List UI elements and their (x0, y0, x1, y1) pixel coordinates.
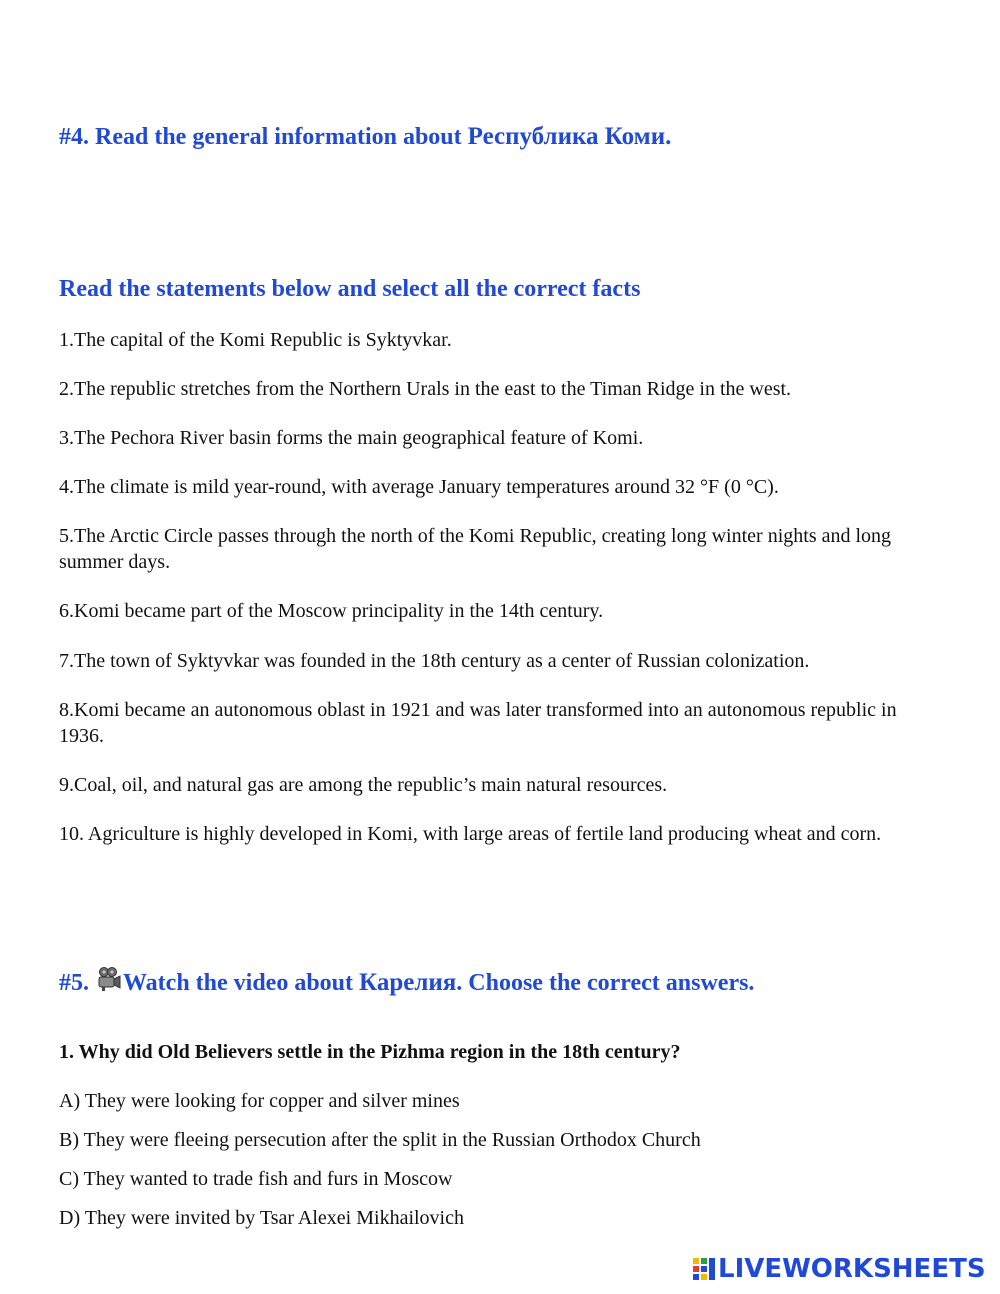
statement-10[interactable]: 10. Agriculture is highly developed in Komi, with large areas of fertile land producing wheat and corn. (59, 823, 882, 845)
section-5-title (59, 966, 754, 998)
option-b[interactable]: B) They were fleeing persecution after the split in the Russian Orthodox Church (59, 1129, 701, 1151)
film-camera-icon (95, 966, 121, 992)
option-c[interactable]: C) They wanted to trade fish and furs in Moscow (59, 1168, 453, 1190)
statement-2[interactable]: 2.The republic stretches from the Northern Urals in the east to the Timan Ridge in the west. (59, 378, 792, 400)
statement-4[interactable]: 4.The climate is mild year-round, with average January temperatures around 32 °F (0 °C). (59, 476, 779, 498)
question-1: 1. Why did Old Believers settle in the Pizhma region in the 18th century? (59, 1041, 681, 1063)
statement-5[interactable]: 5.The Arctic Circle passes through the north of the Komi Republic, creating long winter nights and long summer days. (59, 525, 892, 573)
statement-8[interactable]: 8.Komi became an autonomous oblast in 1921 and was later transformed into an autonomous republic in 1936. (59, 699, 897, 747)
option-d[interactable]: D) They were invited by Tsar Alexei Mikhailovich (59, 1207, 464, 1229)
section-5-title-text: Watch the video about (123, 970, 360, 996)
liveworksheets-brand (692, 1254, 986, 1284)
statement-3[interactable]: 3.The Pechora River basin forms the main geographical feature of Komi. (59, 427, 644, 449)
liveworksheets-wordmark: LIVEWORKSHEETS (718, 1254, 986, 1284)
section-4-subtitle: Read the statements below and select all the correct facts (59, 276, 641, 302)
statement-7[interactable]: 7.The town of Syktyvkar was founded in the 18th century as a center of Russian colonization. (59, 650, 810, 672)
liveworksheets-logo-icon (692, 1257, 716, 1281)
section-5-title-prefix: #5. (59, 970, 95, 996)
option-a[interactable]: A) They were looking for copper and silver mines (59, 1090, 460, 1112)
statement-1[interactable]: 1.The capital of the Komi Republic is Syktyvkar. (59, 329, 452, 351)
section-5-title-cyrillic: Карелия (359, 969, 457, 996)
statement-6[interactable]: 6.Komi became part of the Moscow principality in the 14th century. (59, 600, 604, 622)
section-4-title-cyrillic: Республика Коми. (467, 123, 672, 150)
section-4-title-prefix: #4. Read the general information about (59, 124, 468, 150)
section-4-title (59, 122, 671, 152)
section-5-title-suffix: . Choose the correct answers. (456, 970, 755, 996)
statement-9[interactable]: 9.Coal, oil, and natural gas are among the republic’s main natural resources. (59, 774, 668, 796)
